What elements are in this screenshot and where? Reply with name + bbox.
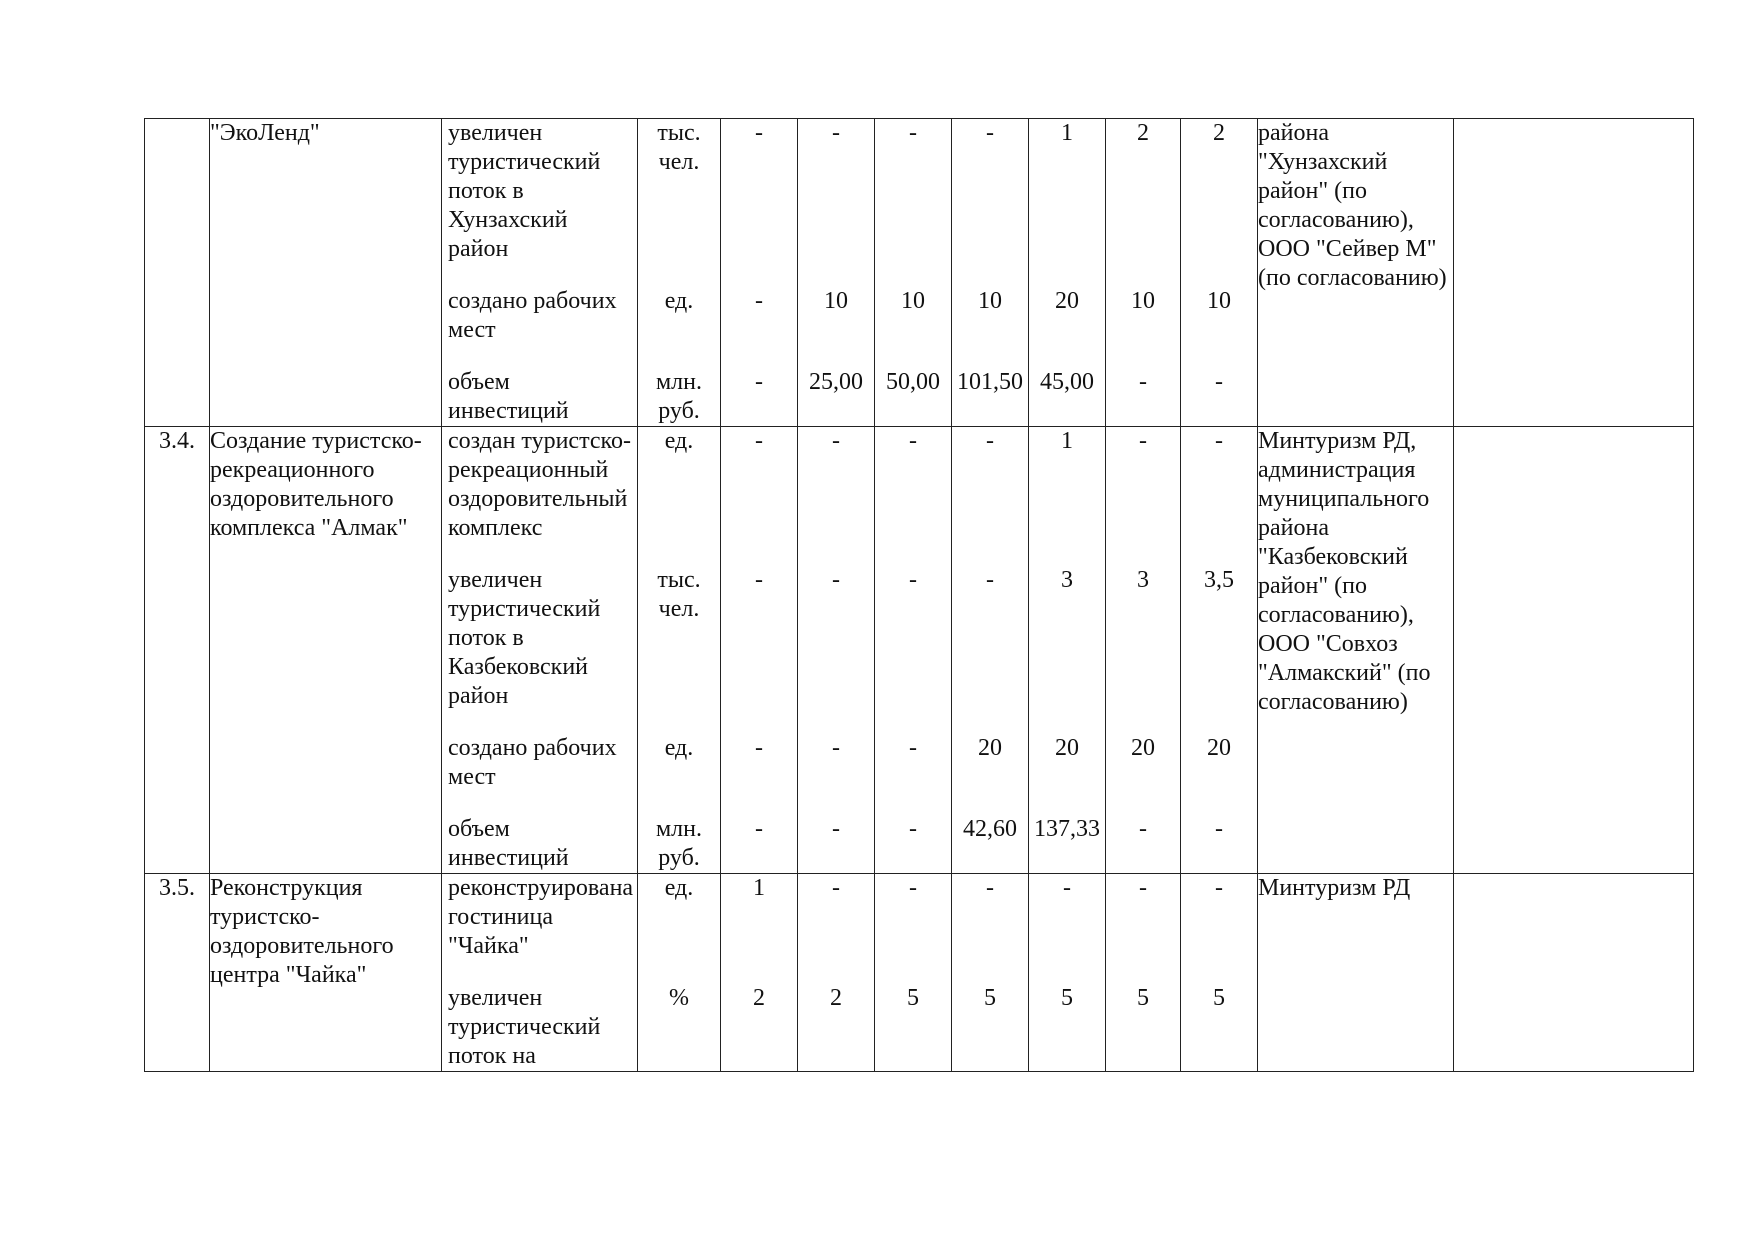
unit-label: ед. [664,735,694,761]
unit-label: ед. [664,288,694,314]
value-cell [721,119,798,427]
indicator-label: объем инвестиций [448,369,569,424]
value: - [909,567,917,593]
value: 3 [1061,567,1073,593]
value-cell [875,119,952,427]
unit-label: тыс. чел. [657,120,701,175]
value: 2 [1137,120,1149,146]
value: 45,00 [1040,369,1094,395]
row-number: 3.5. [145,874,210,1072]
value-cell [1029,874,1106,1072]
value: 20 [1131,735,1155,761]
value: 101,50 [957,369,1023,395]
value: - [986,120,994,146]
value: - [832,120,840,146]
indicator-cell [442,119,638,427]
value: - [986,428,994,454]
indicator-label: создан туристско-рекреационный оздоровительный комплекс [448,428,631,541]
indicator-label: реконструирована гостиница "Чайка" [448,875,634,959]
value: - [755,428,763,454]
value: 20 [978,735,1002,761]
unit-label: ед. [664,875,694,901]
table-row [145,874,1694,1072]
extra-cell [1454,427,1694,874]
value: - [1063,875,1071,901]
value: 1 [753,875,765,901]
value: 5 [907,985,919,1011]
indicator-label: создано рабочих мест [448,288,617,343]
value: 25,00 [809,369,863,395]
value-cell [1029,427,1106,874]
measure-name: Создание туристско-рекреационного оздоровительного комплекса "Алмак" [210,427,442,874]
value-cell [1181,874,1258,1072]
indicator-label: создано рабочих мест [448,735,617,790]
value: 5 [1061,985,1073,1011]
value: - [909,816,917,842]
unit-label: тыс. чел. [657,567,701,622]
value: 3,5 [1204,567,1234,593]
value-cell [952,427,1029,874]
value: 10 [1131,288,1155,314]
value: - [1215,369,1223,395]
value-cell [798,119,875,427]
value-cell [798,427,875,874]
value: 10 [824,288,848,314]
value: - [755,369,763,395]
value: - [832,875,840,901]
value-cell [1029,119,1106,427]
value: - [909,428,917,454]
value: - [755,735,763,761]
value: 10 [1207,288,1231,314]
value-cell [1106,119,1181,427]
extra-cell [1454,119,1694,427]
value-cell [952,874,1029,1072]
value: 5 [984,985,996,1011]
indicator-label: увеличен туристический поток на [448,985,601,1069]
value: - [986,875,994,901]
table-row [145,427,1694,874]
value-cell [721,874,798,1072]
value-cell [1106,427,1181,874]
value: 20 [1055,288,1079,314]
value-cell [1181,119,1258,427]
value: 10 [978,288,1002,314]
value: 137,33 [1034,816,1100,842]
unit-label: ед. [664,428,694,454]
value-cell [952,119,1029,427]
indicator-cell [442,874,638,1072]
value: - [755,816,763,842]
row-number: 3.4. [145,427,210,874]
unit-label: % [669,985,689,1011]
value-cell [1106,874,1181,1072]
extra-cell [1454,874,1694,1072]
value: - [832,428,840,454]
value: 50,00 [886,369,940,395]
unit-cell [638,427,721,874]
value: 1 [1061,120,1073,146]
value: - [755,120,763,146]
unit-label: млн. руб. [655,369,702,424]
value: 2 [1213,120,1225,146]
indicator-label: увеличен туристический поток в Хунзахский район [448,120,601,262]
value-cell [1181,427,1258,874]
value: - [832,816,840,842]
value: 2 [753,985,765,1011]
value-cell [721,427,798,874]
table-row [145,119,1694,427]
value: 42,60 [963,816,1017,842]
value: - [755,567,763,593]
value: - [1215,816,1223,842]
program-table [144,118,1694,1072]
indicator-cell [442,427,638,874]
measure-name: "ЭкоЛенд" [210,119,442,427]
value: 1 [1061,428,1073,454]
value: 5 [1213,985,1225,1011]
value: 3 [1137,567,1149,593]
value-cell [798,874,875,1072]
value: - [1139,369,1147,395]
value: 10 [901,288,925,314]
value-cell [875,874,952,1072]
unit-cell [638,119,721,427]
measure-name: Реконструкция туристско-оздоровительного центра "Чайка" [210,874,442,1072]
value: - [909,735,917,761]
row-number [145,119,210,427]
value: 20 [1207,735,1231,761]
value: - [1215,875,1223,901]
value: - [832,735,840,761]
value: - [1139,875,1147,901]
value: - [909,120,917,146]
value: 5 [1137,985,1149,1011]
executors-cell: района "Хунзахский район" (по согласованию), ООО "Сейвер М" (по согласованию) [1258,119,1454,427]
value: - [1139,428,1147,454]
executors-cell: Минтуризм РД [1258,874,1454,1072]
value: - [1139,816,1147,842]
value: - [832,567,840,593]
unit-label: млн. руб. [655,816,702,871]
value-cell [875,427,952,874]
indicator-label: увеличен туристический поток в Казбековский район [448,567,601,709]
value: - [986,567,994,593]
value: 2 [830,985,842,1011]
value: - [1215,428,1223,454]
value: - [909,875,917,901]
value: 20 [1055,735,1079,761]
executors-cell: Минтуризм РД, администрация муниципального района "Казбековский район" (по согласованию), ООО "Совхоз "Алмакский" (по согласованию) [1258,427,1454,874]
value: - [755,288,763,314]
indicator-label: объем инвестиций [448,816,569,871]
unit-cell [638,874,721,1072]
